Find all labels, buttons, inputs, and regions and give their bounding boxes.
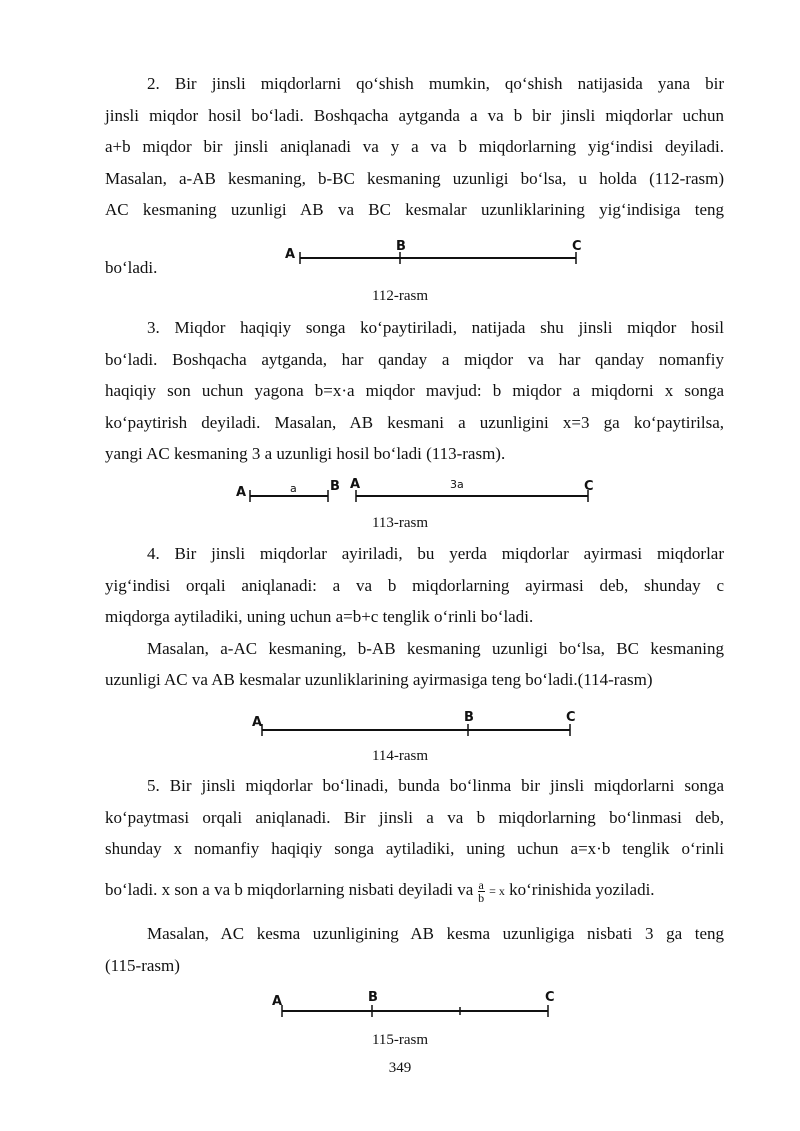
- point-a-label: A: [236, 485, 247, 500]
- point-a-label: A: [252, 715, 263, 730]
- figure-112: [280, 238, 600, 268]
- paragraph-5-example: [105, 918, 724, 981]
- point-a-label: A: [350, 477, 361, 492]
- point-a-label: A: [272, 994, 283, 1009]
- text-line: (115-rasm): [105, 955, 180, 975]
- text-line: miqdorga aytiladiki, uning uchun a=b+c tenglik o‘rinli bo‘ladi.: [105, 607, 534, 626]
- figure-113: [232, 474, 602, 506]
- text-line: haqiqiy son uchun yagona b=x·a miqdor mavjud: b miqdor a miqdorni x songa: [105, 381, 724, 400]
- figure-caption: 113-rasm: [371, 515, 429, 531]
- fraction-denominator: b: [478, 890, 485, 905]
- fraction-numerator: a: [478, 877, 484, 892]
- text-line: ko‘paytirish deyiladi. Masalan, AB kesmani a uzunligini x=3 ga ko‘paytirilsa,: [105, 412, 724, 432]
- figure-caption: 115-rasm: [371, 1032, 429, 1048]
- text-line: AC kesmaning uzunligi AB va BC kesmalar uzunliklarining yig‘indisiga teng: [105, 200, 724, 219]
- text-line: yig‘indisi orqali aniqlanadi: a va b miqdorlarning ayirmasi deb, shunday c: [105, 575, 724, 595]
- point-b-label: B: [330, 479, 340, 494]
- text-line: yangi AC kesmaning 3 a uzunligi hosil bo‘ladi (113-rasm).: [105, 444, 506, 463]
- text-line: a+b miqdor bir jinsli aniqlanadi va y a va b miqdorlarning yig‘indisi deyiladi.: [105, 137, 724, 156]
- point-c-label: C: [572, 239, 582, 254]
- segment-a-label: a: [290, 482, 297, 495]
- text-line: ko‘paytmasi orqali aniqlanadi. Bir jinsli a va b miqdorlarning bo‘linmasi deb,: [105, 807, 724, 827]
- segment-3a-label: 3a: [450, 478, 464, 491]
- figure-115: [268, 985, 568, 1019]
- point-b-label: B: [396, 239, 406, 254]
- paragraph-5: [105, 770, 724, 865]
- point-c-label: C: [545, 990, 555, 1005]
- text-line: Masalan, a-AB kesmaning, b-BC kesmaning uzunligi bo‘lsa, u holda (112-rasm): [105, 168, 724, 188]
- point-c-label: C: [566, 710, 576, 725]
- text-line: bo‘ladi. x son a va b miqdorlarning nisbati deyiladi va: [105, 880, 474, 899]
- text-line: 3. Miqdor haqiqiy songa ko‘paytiriladi, natijada shu jinsli miqdor hosil: [147, 318, 724, 337]
- paragraph-3: [105, 312, 724, 470]
- text-line: shunday x nomanfiy haqiqiy songa aytiladiki, uning uchun a=x·b tenglik o‘rinli: [105, 839, 724, 858]
- figure-114: [248, 708, 588, 738]
- point-b-label: B: [368, 990, 378, 1005]
- paragraph-5-formula-line: [105, 872, 724, 909]
- text-line: Masalan, a-AC kesmaning, b-AB kesmaning uzunligi bo‘lsa, BC kesmaning: [147, 638, 724, 658]
- text-line: 4. Bir jinsli miqdorlar ayiriladi, bu yerda miqdorlar ayirmasi miqdorlar: [147, 544, 724, 563]
- point-a-label: A: [285, 247, 296, 262]
- text-line: bo‘ladi. Boshqacha aytganda, har qanday a miqdor va har qanday nomanfiy: [105, 349, 724, 369]
- paragraph-2: [105, 68, 724, 226]
- text-line: ko‘rinishida yoziladi.: [509, 880, 655, 899]
- fraction-rhs: = x: [489, 884, 505, 898]
- figure-caption: 112-rasm: [371, 288, 429, 304]
- paragraph-4: [105, 538, 724, 696]
- text-line: uzunligi AC va AB kesmalar uzunliklarining ayirmasiga teng bo‘ladi.(114-rasm): [105, 670, 653, 689]
- page-number: 349: [388, 1060, 412, 1076]
- text-line: jinsli miqdor hosil bo‘ladi. Boshqacha aytganda a va b bir jinsli miqdorlar uchun: [105, 105, 724, 125]
- text-line: bo‘ladi.: [105, 258, 158, 277]
- ratio-fraction: [478, 879, 485, 904]
- point-b-label: B: [464, 710, 474, 725]
- text-line: 5. Bir jinsli miqdorlar bo‘linadi, bunda bo‘linma bir jinsli miqdorlarni songa: [147, 776, 724, 795]
- text-line: Masalan, AC kesma uzunligining AB kesma uzunligiga nisbati 3 ga teng: [147, 924, 724, 943]
- figure-caption: 114-rasm: [371, 748, 429, 764]
- text-line: 2. Bir jinsli miqdorlarni qo‘shish mumkin, qo‘shish natijasida yana bir: [147, 74, 724, 93]
- point-c-label: C: [584, 479, 594, 494]
